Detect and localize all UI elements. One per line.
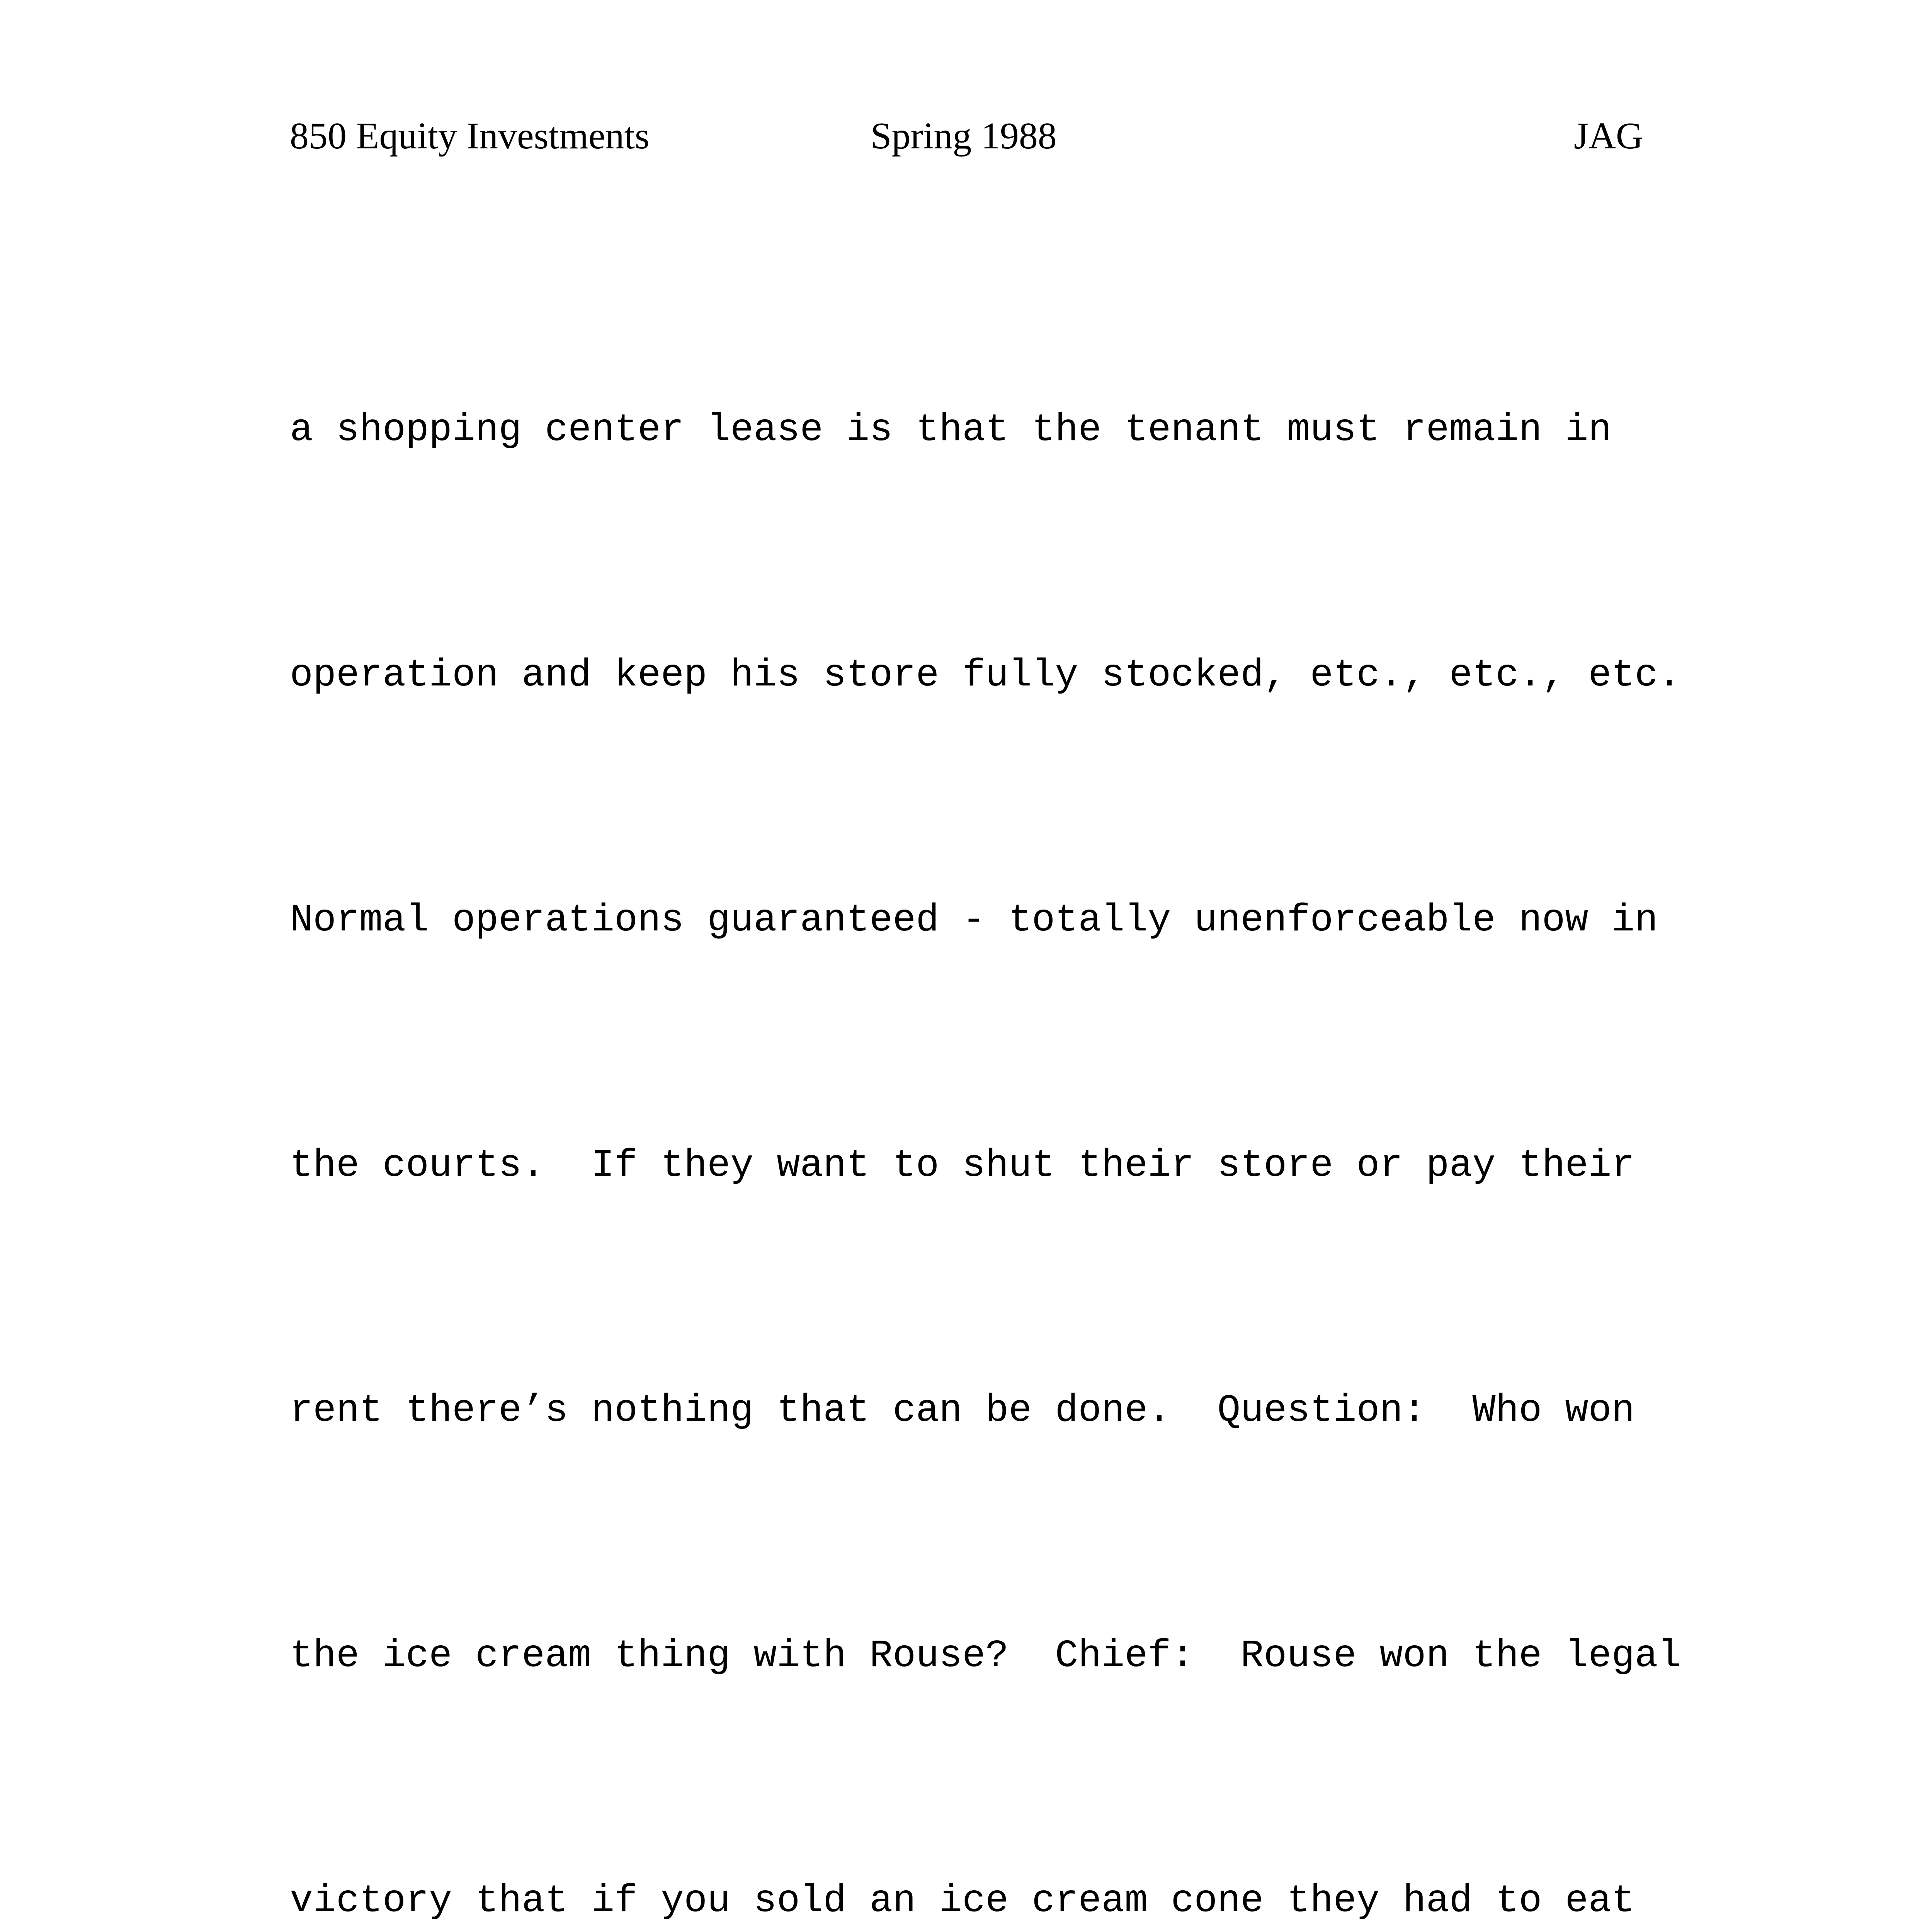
text-line: Normal operations guaranteed - totally unenforceable now in bbox=[290, 899, 1658, 942]
transcript-body bbox=[290, 226, 1719, 1932]
author-initials: JAG bbox=[1574, 115, 1643, 157]
text-line: the ice cream thing with Rouse? Chief: Rouse won the legal bbox=[290, 1634, 1681, 1678]
text-line: rent there’s nothing that can be done. Question: Who won bbox=[290, 1389, 1635, 1433]
text-line: the courts. If they want to shut their store or pay their bbox=[290, 1144, 1635, 1188]
term-label: Spring 1988 bbox=[871, 115, 1057, 157]
text-line: victory that if you sold an ice cream cone they had to eat bbox=[290, 1879, 1635, 1923]
text-line: a shopping center lease is that the tenant must remain in bbox=[290, 408, 1612, 452]
course-title: 850 Equity Investments bbox=[290, 115, 650, 157]
text-line: operation and keep his store fully stocked, etc., etc., etc. bbox=[290, 653, 1681, 697]
